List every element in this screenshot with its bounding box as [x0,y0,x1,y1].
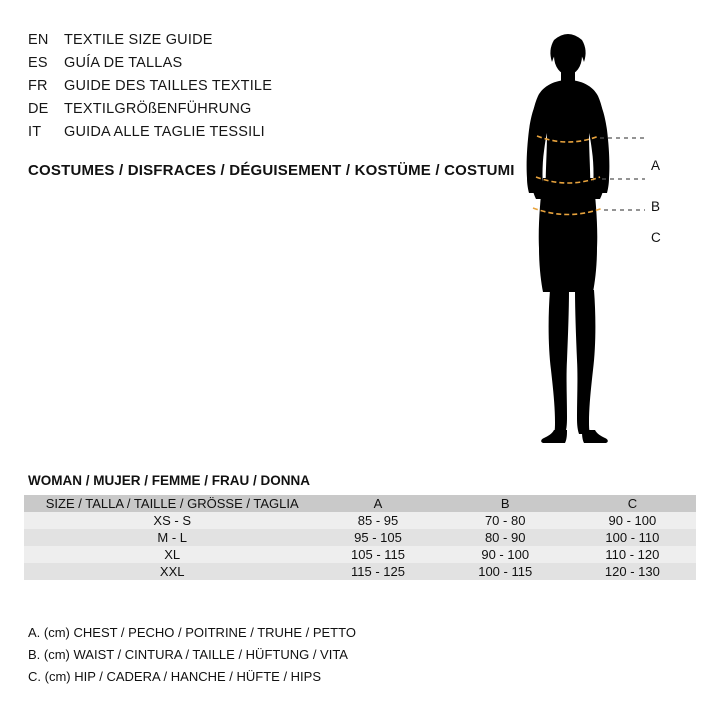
language-list [28,32,488,147]
column-header-a: A [373,496,383,511]
footnote-b: B. (cm) WAIST / CINTURA / TAILLE / HÜFTUNG / VITA [28,647,348,662]
table-row [24,512,696,529]
cell-a: 85 - 95 [357,513,399,528]
cell-a: 95 - 105 [354,530,402,545]
female-silhouette-icon [480,28,700,448]
language-row-de [28,101,488,124]
language-row-en [28,32,488,55]
cell-c: 110 - 120 [605,547,660,562]
language-row-es [28,55,488,78]
cell-size: XS - S [153,513,191,528]
language-text: TEXTILGRÖßENFÜHRUNG [64,101,252,117]
cell-size: M - L [157,530,188,545]
language-code: ES [28,55,48,71]
table-head [24,495,696,512]
table-row [24,546,696,563]
language-text: GUÍA DE TALLAS [64,55,183,71]
language-code: IT [28,124,42,140]
cell-b: 80 - 90 [484,530,526,545]
cell-c: 120 - 130 [604,564,660,579]
cell-a: 105 - 115 [351,547,405,562]
language-row-fr [28,78,488,101]
language-text: TEXTILE SIZE GUIDE [64,32,213,48]
cell-b: 100 - 115 [478,564,533,579]
cell-a: 115 - 125 [351,564,405,579]
footnote-c: C. (cm) HIP / CADERA / HANCHE / HÜFTE / HIPS [28,669,322,684]
table-body [24,512,696,580]
table-row [24,529,696,546]
measure-label-b: B [651,199,661,214]
footnote-list [28,622,356,688]
figure-diagram [480,28,700,448]
costume-subtitle: COSTUMES / DISFRACES / DÉGUISEMENT / KOSTÜME / COSTUMI [28,162,515,179]
language-text: GUIDE DES TAILLES TEXTILE [64,78,273,94]
cell-size: XL [164,547,181,562]
cell-c: 90 - 100 [608,513,657,528]
table-row [24,563,696,580]
size-table [24,495,696,580]
cell-c: 100 - 110 [605,530,660,545]
column-header-b: B [500,496,510,511]
language-row-it [28,124,488,147]
cell-size: XXL [159,564,185,579]
language-code: DE [28,101,49,117]
table-header-row [24,495,696,512]
measure-label-a: A [651,158,661,173]
language-code: EN [28,32,49,48]
language-text: GUIDA ALLE TAGLIE TESSILI [64,124,265,140]
language-code: FR [28,78,48,94]
cell-b: 70 - 80 [484,513,526,528]
measure-label-c: C [651,230,661,245]
cell-b: 90 - 100 [481,547,530,562]
column-header-size: SIZE / TALLA / TAILLE / GRÖSSE / TAGLIA [45,496,299,511]
table-title: WOMAN / MUJER / FEMME / FRAU / DONNA [28,473,310,488]
footnote-a: A. (cm) CHEST / PECHO / POITRINE / TRUHE / PETTO [28,625,356,640]
column-header-c: C [627,496,638,511]
